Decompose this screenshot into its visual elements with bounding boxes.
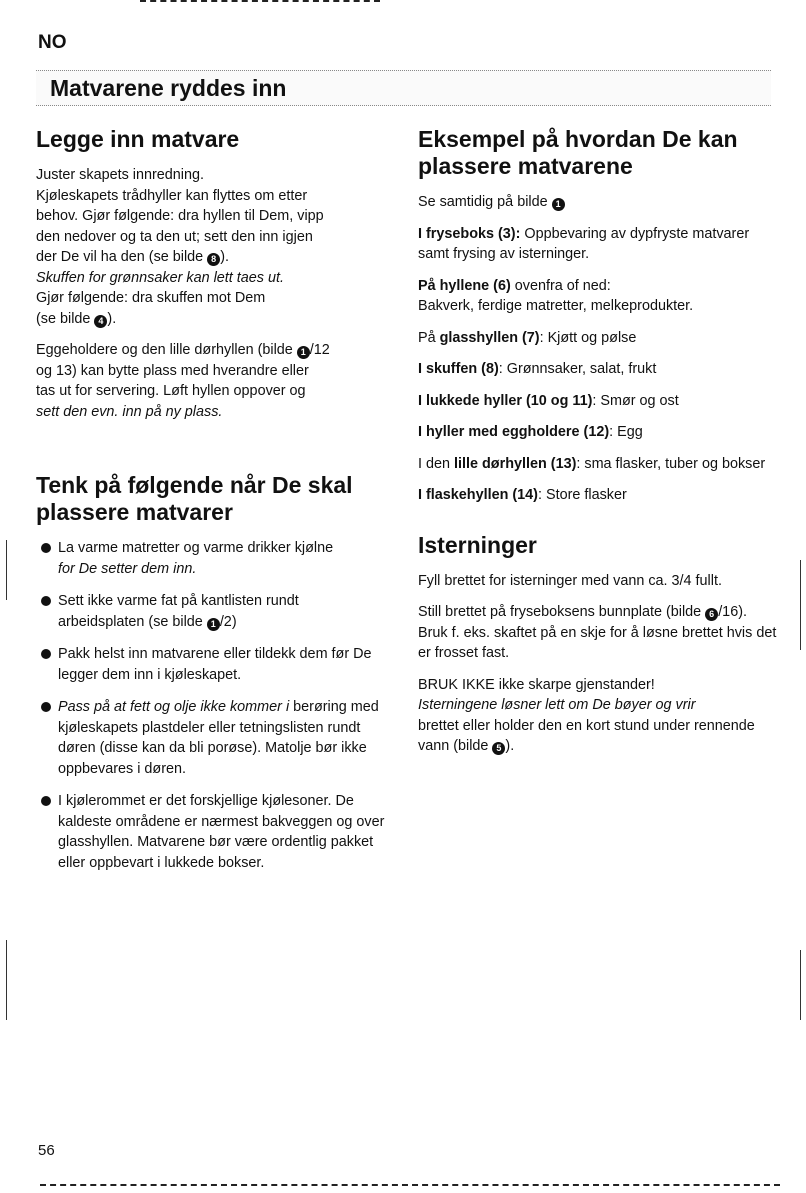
right-column bbox=[418, 126, 778, 757]
page-number: 56 bbox=[38, 1142, 55, 1159]
bullet-icon bbox=[41, 543, 51, 553]
para-line: den nedover og ta den ut; sett den inn igjen bbox=[36, 228, 313, 245]
figure-number: 6 bbox=[705, 608, 718, 621]
para-line: behov. Gjør følgende: dra hyllen til Dem, vipp bbox=[36, 208, 324, 224]
right-edge-mark bbox=[800, 560, 801, 650]
placement-item: I den lille dørhyllen (13): sma flasker, tuber og bokser bbox=[418, 455, 766, 472]
left-edge-mark bbox=[6, 540, 7, 600]
para-line: Kjøleskapets trådhyller kan flyttes om etter bbox=[36, 187, 308, 204]
heading-eksempel: Eksempel på hvordan De kan plassere matvarene bbox=[418, 126, 738, 179]
list-item: Pass på at fett og olje ikke kommer i berøring med kjøleskapets plastdeler eller tetningslisten rundt døren (disse kan da bli porøse). Matolje bør ikke oppbevares i døren. bbox=[36, 697, 394, 779]
placement-item: I lukkede hyller (10 og 11): Smør og ost bbox=[418, 392, 679, 409]
list-item: Sett ikke varme fat på kantlisten rundt arbeidsplaten (se bilde 1 /2) bbox=[36, 591, 394, 632]
footer-rule bbox=[40, 1184, 780, 1186]
list-item: La varme matretter og varme drikker kjølne for De setter dem inn. bbox=[36, 538, 394, 579]
placement-item: I fryseboks (3): Oppbevaring av dypfryste matvarer samt frysing av isterninger. bbox=[418, 225, 750, 262]
para-line: (se bilde 4 ). bbox=[36, 310, 117, 327]
bullet-icon bbox=[41, 796, 51, 806]
tips-list bbox=[36, 538, 394, 873]
figure-number: 8 bbox=[207, 253, 220, 266]
para-line: Se samtidig på bilde 1 bbox=[418, 192, 778, 213]
para-italic: Skuffen for grønnsaker kan lett taes ut. bbox=[36, 269, 284, 286]
bullet-icon bbox=[41, 596, 51, 606]
bullet-icon bbox=[41, 649, 51, 659]
figure-number: 4 bbox=[94, 315, 107, 328]
placement-item: På glasshyllen (7): Kjøtt og pølse bbox=[418, 329, 637, 346]
figure-number: 5 bbox=[492, 742, 505, 755]
list-item: I kjølerommet er det forskjellige kjølesoner. De kaldeste områdene er nærmest bakveggen og over glasshyllen. Matvarene bør være ordentlig pakket eller oppbevart i lukkede bokser. bbox=[36, 791, 394, 873]
banner-title: Matvarene ryddes inn bbox=[50, 75, 287, 101]
para-italic: sett den evn. inn på ny plass. bbox=[36, 403, 223, 420]
placement-item: I skuffen (8): Grønnsaker, salat, frukt bbox=[418, 361, 657, 377]
placement-item: I hyller med eggholdere (12): Egg bbox=[418, 424, 643, 440]
para-line: og 13) kan bytte plass med hverandre eller bbox=[36, 362, 309, 379]
para-line: der De vil ha den (se bilde 8 ). bbox=[36, 249, 229, 265]
para-line: Fyll brettet for isterninger med vann ca. 3/4 fullt. bbox=[418, 572, 722, 589]
placement-item: I flaskehyllen (14): Store flasker bbox=[418, 487, 627, 503]
bullet-icon bbox=[41, 702, 51, 712]
top-crop-rule bbox=[140, 0, 380, 2]
heading-isterninger: Isterninger bbox=[418, 531, 537, 558]
language-code: NO bbox=[38, 32, 67, 53]
heading-tenk-pa: Tenk på følgende når De skal plassere matvarer bbox=[36, 472, 353, 525]
figure-number: 1 bbox=[207, 618, 220, 631]
left-edge-mark bbox=[6, 940, 7, 1020]
figure-number: 1 bbox=[552, 198, 565, 211]
right-edge-mark bbox=[800, 950, 801, 1020]
para-line: tas ut for servering. Løft hyllen oppover og bbox=[36, 383, 306, 399]
para-line: Eggeholdere og den lille dørhyllen (bilde 1 /12 bbox=[36, 342, 330, 358]
list-item: Pakk helst inn matvarene eller tildekk dem før De legger dem inn i kjøleskapet. bbox=[36, 644, 394, 685]
figure-number: 1 bbox=[297, 346, 310, 359]
section-banner bbox=[36, 70, 771, 106]
placement-item: På hyllene (6) ovenfra of ned: Bakverk, ferdige matretter, melkeprodukter. bbox=[418, 277, 694, 314]
para-line: Gjør følgende: dra skuffen mot Dem bbox=[36, 290, 266, 306]
left-column bbox=[36, 126, 394, 885]
para-line: BRUK IKKE ikke skarpe gjenstander! Isterningene løsner lett om De bøyer og vrir brettet eller holder den en kort stund under rennende vann (bilde 5 ). bbox=[418, 676, 755, 754]
heading-legge-inn: Legge inn matvare bbox=[36, 126, 240, 152]
para-line: Still brettet på fryseboksens bunnplate (bilde 6 /16). Bruk f. eks. skaftet på en skje for å løsne brettet hvis det er frosset fast. bbox=[418, 604, 777, 661]
para-line: Juster skapets innredning. bbox=[36, 167, 204, 183]
